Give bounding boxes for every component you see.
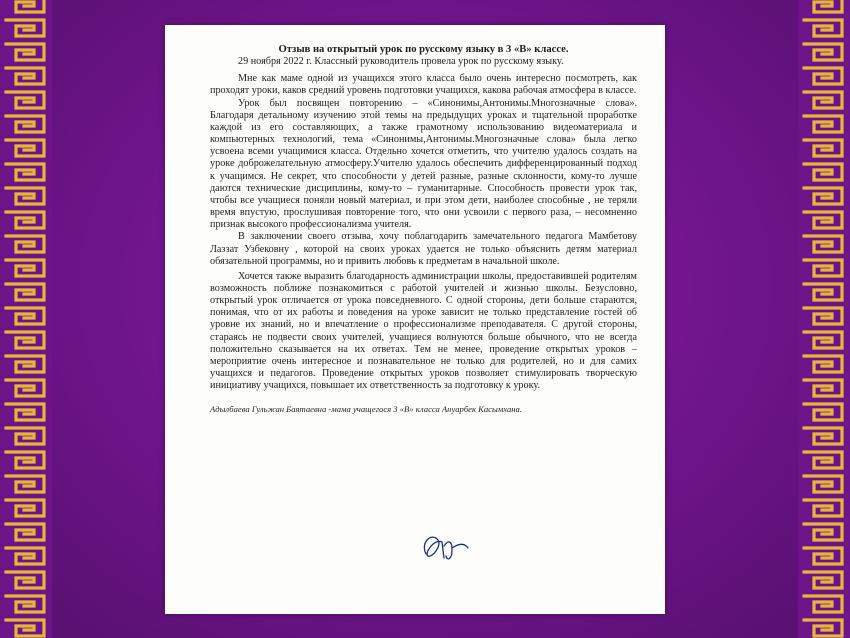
review-document (165, 25, 665, 614)
signature-text: Адылбаева Гульжан Баятаевна -мама учащегося 3 «В» класса Ануарбек Касымхана. (210, 404, 522, 415)
paragraph-intro: Мне как маме одной из учащихся этого класса было очень интересно посмотреть, как проходят уроки, каков средний уровень подготовки учащихся, какова рабочая атмосфера в классе. (210, 73, 637, 97)
paragraph-lesson: Урок был посвящен повторению – «Синонимы,Антонимы.Многозначные слова». Благодаря детальному изучению этой темы на предыдущих уроках и тщательной проработке каждой из его составляющих, а также грамотному использованию видеоматериала и компьютерных технологий, тема «Синонимы,Антонимы.Многозначные слова» была легко усвоена всеми учащимися класса. Отдельно хочется отметить, что учителю удалось создать на уроке доброжелательную атмосферу.Учителю удалось обеспечить дифференцированный подход к учащимся. Не секрет, что способности у детей разные, разные склонности, кому-то лучше даются технические дисциплины, кому-то – гуманитарные. Способность провести урок так, чтобы все учащиеся поняли новый материал, и при этом дети, наиболее способные , не теряли время впустую, прослушивая повторение того, что они усвоили с первого раза, – несомненно признак высокого профессионализма учителя. (210, 97, 637, 231)
greek-key-pattern (798, 0, 850, 638)
document-title: Отзыв на открытый урок по русскому языку в 3 «В» классе. (278, 44, 569, 55)
right-ornament-border (798, 0, 850, 638)
paragraph-conclusion: В заключении своего отзыва, хочу поблагодарить замечательного педагога Мамбетову Лаззат Узбековну , которой на своих уроках удается не только объяснить детям материал обязательной программы, но и привить любовь к предметам в начальной школе. (210, 231, 637, 267)
paragraph-date: 29 ноября 2022 г. Классный руководитель провела урок по русскому языку. (238, 56, 564, 68)
left-ornament-border (0, 0, 52, 638)
signature-line (210, 403, 637, 415)
greek-key-pattern (0, 0, 52, 638)
handwritten-signature (418, 528, 470, 568)
paragraph-gratitude: Хочется также выразить благодарность администрации школы, предоставившей родителям возможность поближе познакомиться с работой учителей и жизнью школы. Безусловно, открытый урок отличается от урока повседневного. С одной стороны, дети больше стараются, понимая, что от их работы и поведения на уроке зависит не только представление гостей об уровне их знаний, но и впечатление о профессионализме преподавателя. С другой стороны, стараясь не подвести своих учителей, учащиеся волнуются больше обычного, что не всегда положительно сказывается на их ответах. Тем не менее, проведение открытых уроков – мероприятие очень интересное и познавательное не только для родителей, но и для самих учащихся и педагогов. Проведение открытых уроков позволяет стимулировать творческую инициативу учащихся, повышает их ответственность за подготовку к уроку. (210, 270, 637, 392)
